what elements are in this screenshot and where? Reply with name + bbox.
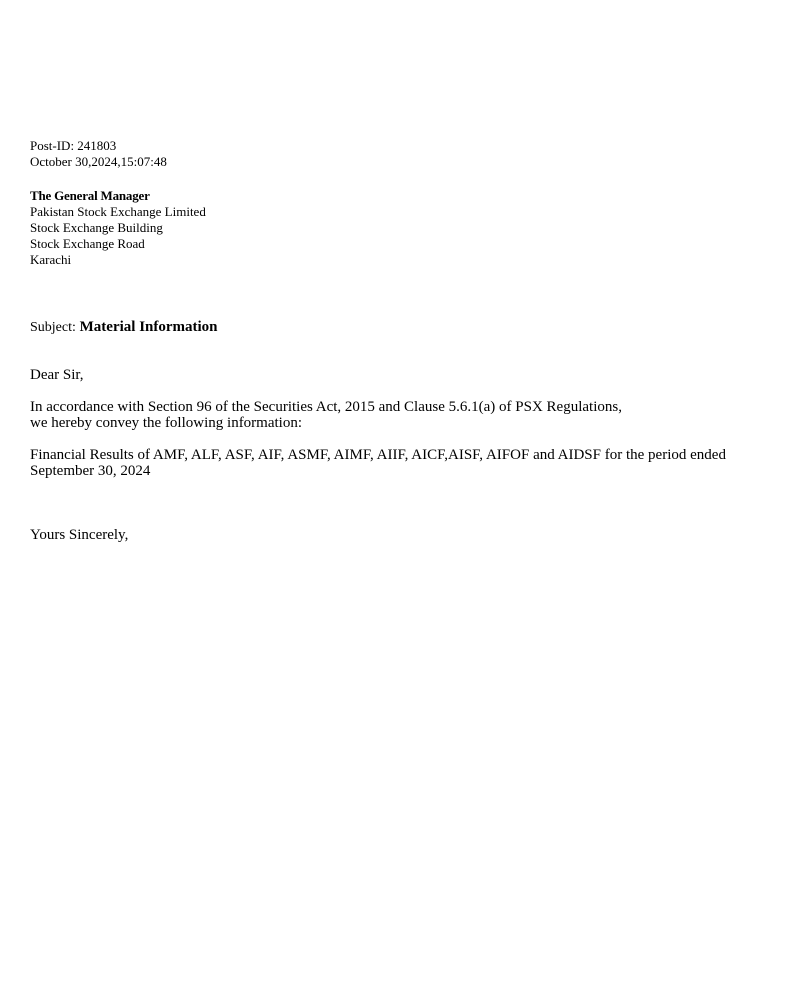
intro-line-2: we hereby convey the following information: [30,415,303,431]
intro-paragraph [30,399,622,431]
subject-text: Material Information [79,319,218,335]
recipient-company: Pakistan Stock Exchange Limited [30,204,206,219]
post-id: Post-ID: 241803 [30,138,117,153]
intro-line-1: In accordance with Section 96 of the Securities Act, 2015 and Clause 5.6.1(a) of PSX Regulations, [30,399,622,415]
recipient-road: Stock Exchange Road [30,236,145,251]
subject-label: Subject: [30,320,76,335]
recipient-city: Karachi [30,252,72,267]
salutation: Dear Sir, [30,367,84,383]
recipient-address [30,188,206,268]
info-line-1: Financial Results of AMF, ALF, ASF, AIF, ASMF, AIMF, AIIF, AICF,AISF, AIFOF and AIDSF for the period ended [30,447,726,463]
info-line-2: September 30, 2024 [30,463,151,479]
post-date: October 30,2024,15:07:48 [30,154,167,169]
recipient-name: The General Manager [30,188,150,203]
subject-line [30,319,218,336]
closing: Yours Sincerely, [30,527,129,543]
info-paragraph [30,447,770,479]
recipient-building: Stock Exchange Building [30,220,163,235]
